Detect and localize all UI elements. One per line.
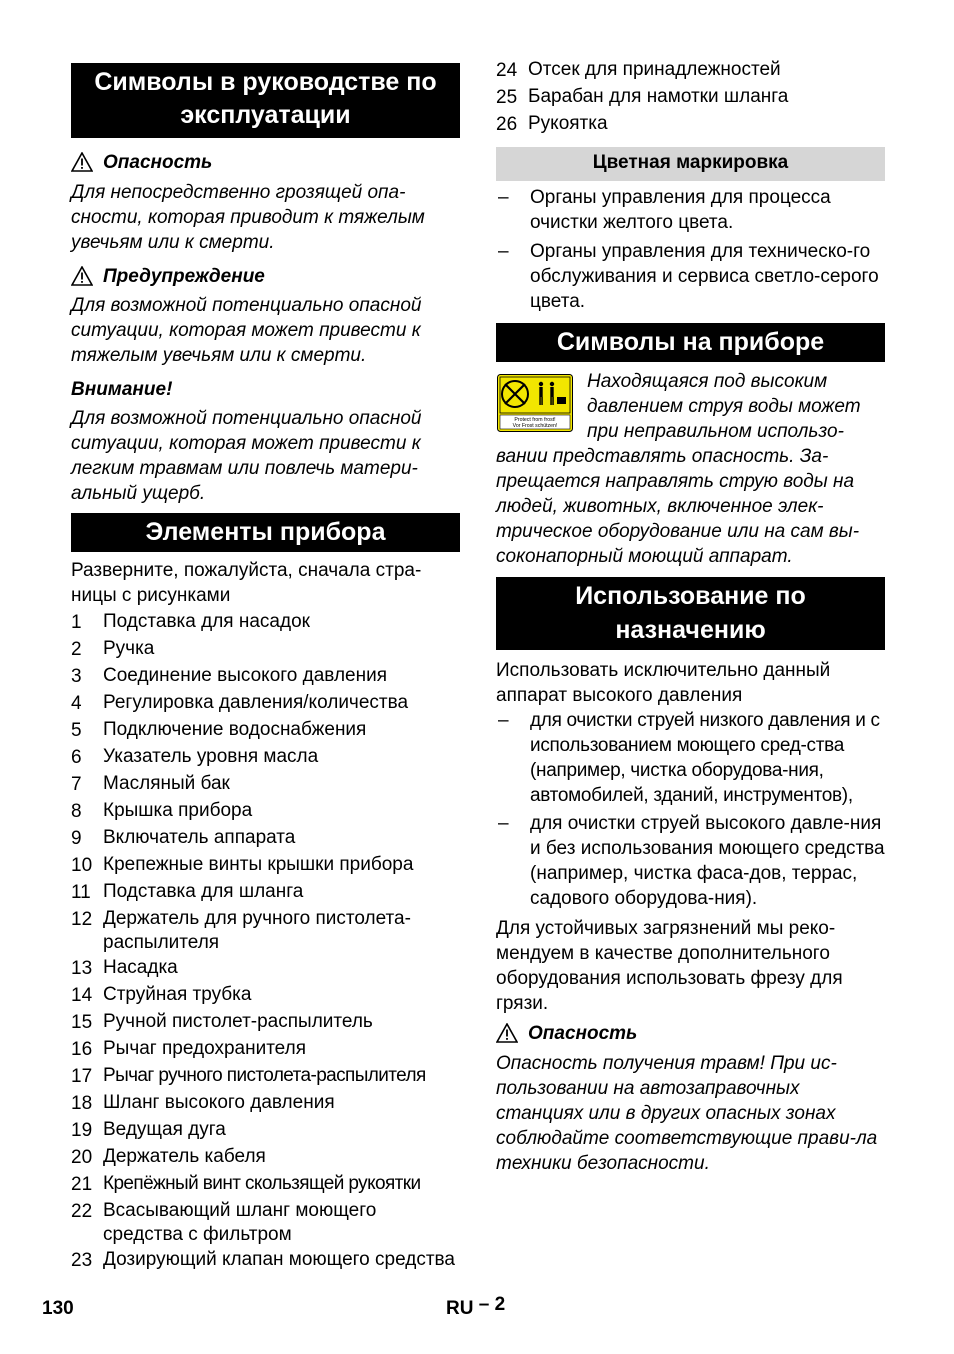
device-symbol-block bbox=[496, 369, 885, 569]
caution-text: Для возможной потенциально опасной ситуации, которая может привести к легким травмам или повлечь матери-альный ущерб. bbox=[71, 408, 422, 504]
language-page-number: – 2 bbox=[478, 1294, 506, 1315]
list-item: – для очистки струей высокого давле-ния и без использования моющего средства (например, чистка фаса-дов, террас, садового оборудова-ния). bbox=[498, 813, 885, 909]
language-page-marker bbox=[446, 1296, 505, 1321]
list-item: 2 Ручка bbox=[71, 638, 155, 660]
danger-label: Опасность bbox=[528, 1022, 638, 1044]
list-item: 9 Включатель аппарата bbox=[71, 827, 296, 849]
list-item: 24 Отсек для принадлежностей bbox=[496, 59, 781, 81]
list-item: – Органы управления для процесса очистки желтого цвета. bbox=[498, 187, 831, 233]
danger-text: Для непосредственно грозящей опа-сности, которая приводит к тяжелым увечьям или к смерти. bbox=[71, 182, 425, 253]
section-title-color-coding: Цветная маркировка bbox=[496, 147, 885, 181]
intended-use-list bbox=[496, 708, 885, 911]
list-item: 12 Держатель для ручного пистолета-распылителя bbox=[71, 908, 411, 953]
section-title-intended-use: Использование по назначению bbox=[496, 577, 885, 650]
list-item: 3 Соединение высокого давления bbox=[71, 665, 387, 687]
intended-use-intro: Использовать исключительно данный аппарат высокого давления bbox=[496, 660, 831, 706]
left-column bbox=[71, 58, 460, 1273]
danger-text-2: Опасность получения травм! При ис-пользовании на автозаправочных станциях или в других опасных зонах соблюдайте соответствующие прави-ла техники безопасности. bbox=[496, 1053, 878, 1174]
list-item: 1 Подставка для насадок bbox=[71, 611, 310, 633]
device-elements-list bbox=[71, 610, 460, 1273]
list-item: 21 Крепёжный винт скользящей рукоятки bbox=[71, 1173, 421, 1195]
device-elements-intro: Разверните, пожалуйста, сначала стра-ницы с рисунками bbox=[71, 560, 422, 606]
list-item: 17 Рычаг ручного пистолета-распылителя bbox=[71, 1065, 426, 1087]
list-item: 15 Ручной пистолет-распылитель bbox=[71, 1011, 373, 1033]
caution-label: Внимание! bbox=[71, 379, 173, 400]
warning-triangle-icon bbox=[71, 152, 93, 172]
language-code: RU bbox=[446, 1298, 474, 1319]
list-item: 7 Масляный бак bbox=[71, 773, 230, 795]
device-elements-list-continued bbox=[496, 58, 885, 137]
list-item: – для очистки струей низкого давления и с использованием моющего сред-ства (например, чистка оборудова-ния, автомобилей, зданий, инструментов), bbox=[498, 710, 880, 806]
warning-heading bbox=[71, 264, 460, 288]
list-item: 22 Всасывающий шланг моющего средства с фильтром bbox=[71, 1200, 377, 1245]
warning-text: Для возможной потенциально опасной ситуации, которая может привести к тяжелым увечьям или к смерти. bbox=[71, 295, 422, 366]
section-title-manual-symbols: Символы в руководстве по эксплуатации bbox=[71, 63, 460, 138]
list-item: 20 Держатель кабеля bbox=[71, 1146, 266, 1168]
list-item: 13 Насадка bbox=[71, 957, 178, 979]
list-item: 8 Крышка прибора bbox=[71, 800, 253, 822]
warning-triangle-icon bbox=[496, 1023, 518, 1043]
right-column bbox=[496, 58, 885, 1176]
list-item: 11 Подставка для шланга bbox=[71, 881, 304, 903]
intended-use-recommendation: Для устойчивых загрязнений мы реко-мендуем в качестве дополнительного оборудования использовать фрезу для грязи. bbox=[496, 918, 843, 1014]
warning-triangle-icon bbox=[71, 266, 93, 286]
color-coding-list bbox=[496, 185, 885, 314]
list-item: 10 Крепежные винты крышки прибора bbox=[71, 854, 414, 876]
danger-label: Опасность bbox=[103, 151, 213, 173]
section-title-device-elements: Элементы прибора bbox=[71, 513, 460, 552]
list-item: 26 Рукоятка bbox=[496, 113, 608, 135]
list-item: 23 Дозирующий клапан моющего средства bbox=[71, 1249, 455, 1271]
danger-heading-2 bbox=[496, 1021, 885, 1045]
svg-text:Protect from frost!: Protect from frost! bbox=[514, 417, 556, 423]
danger-heading bbox=[71, 150, 460, 174]
warning-label: Предупреждение bbox=[103, 265, 265, 287]
list-item: 14 Струйная трубка bbox=[71, 984, 252, 1006]
list-item: 18 Шланг высокого давления bbox=[71, 1092, 335, 1114]
list-item: 19 Ведущая дуга bbox=[71, 1119, 226, 1141]
device-symbol-text: Находящаяся под высоким давлением струя воды может при неправильном использо-вании представлять опасность. За-прещается направлять струю воды на людей, животных, включенное элек-трическое оборудование или на сам вы-соконапорный моющий аппарат. bbox=[496, 371, 861, 567]
list-item: 4 Регулировка давления/количества bbox=[71, 692, 409, 714]
list-item: – Органы управления для техническо-го обслуживания и сервиса светло-серого цвета. bbox=[498, 241, 879, 312]
page-number: 130 bbox=[42, 1298, 74, 1319]
list-item: 16 Рычаг предохранителя bbox=[71, 1038, 306, 1060]
svg-text:Vor Frost schützen!: Vor Frost schützen! bbox=[512, 423, 558, 429]
list-item: 6 Указатель уровня масла bbox=[71, 746, 319, 768]
high-pressure-warning-sticker-icon bbox=[497, 374, 573, 432]
list-item: 5 Подключение водоснабжения bbox=[71, 719, 367, 741]
section-title-device-symbols: Символы на приборе bbox=[496, 323, 885, 362]
list-item: 25 Барабан для намотки шланга bbox=[496, 86, 789, 108]
